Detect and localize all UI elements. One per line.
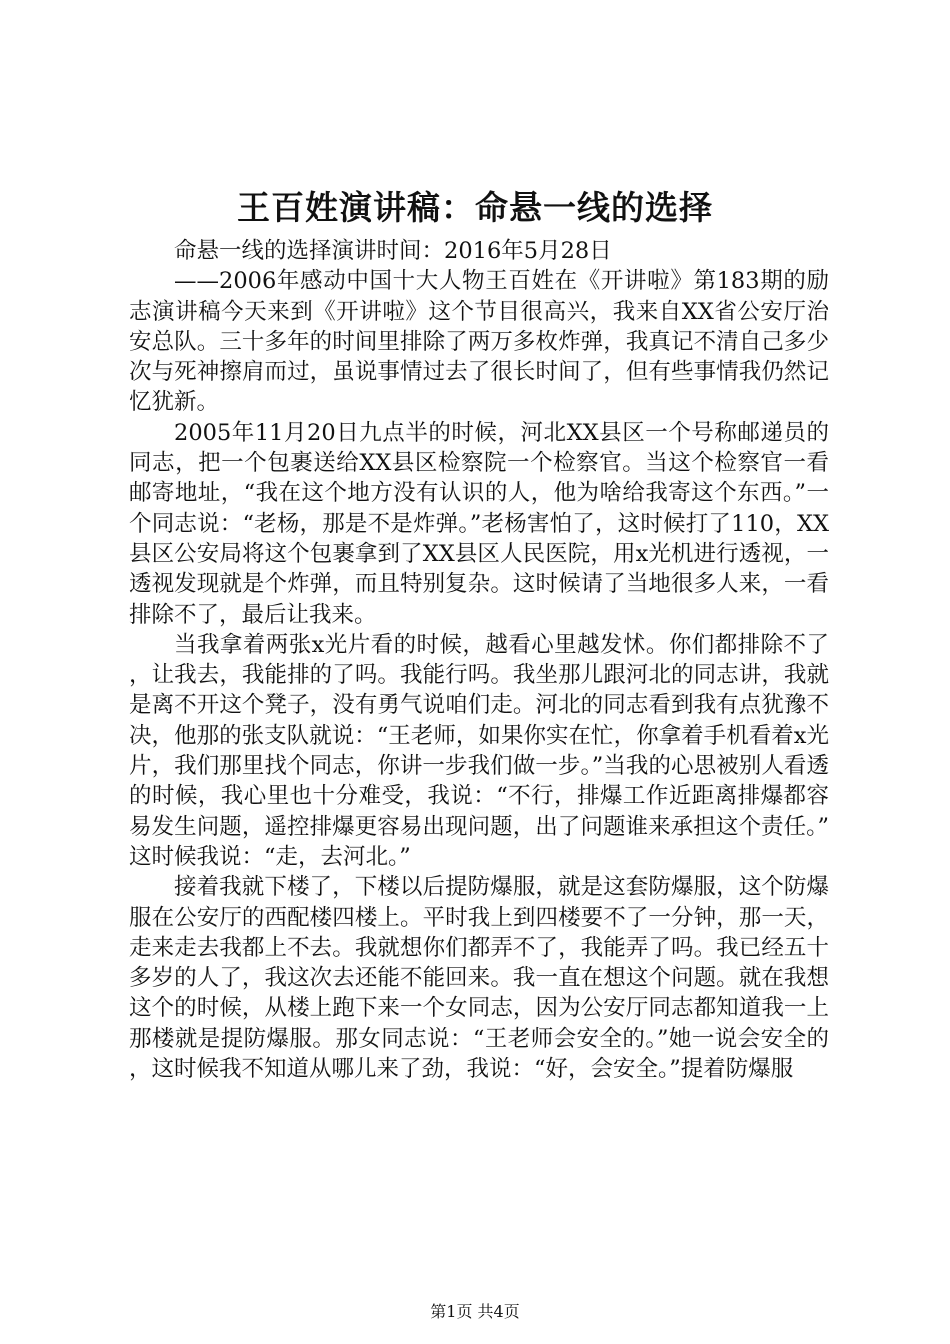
paragraph-hebei-incident: 2005年11月20日九点半的时候，河北XX县区一个号称邮递员的同志，把一个包裹送给XX县区检察院一个检察官。当这个检察官一看邮寄地址，“我在这个地方没有认识的人，他为啥给我寄这个东西。”一个同志说：“老杨，那是不是炸弹。”老杨害怕了，这时候打了110，XX县区公安局将这个包裹拿到了XX县区人民医院，用x光机进行透视，一透视发现就是个炸弹，而且特别复杂。这时候请了当地很多人来，一看排除不了，最后让我来。 [129, 419, 829, 628]
document-title: 王百姓演讲稿：命悬一线的选择 [237, 188, 713, 227]
paragraph-bomb-suit: 接着我就下楼了，下楼以后提防爆服，就是这套防爆服，这个防爆服在公安厅的西配楼四楼上。平时我上到四楼要不了一分钟，那一天，走来走去我都上不去。我就想你们都弄不了，我能弄了吗。我已经五十多岁的人了，我这次去还能不能回来。我一直在想这个问题。就在我想这个的时候，从楼上跑下来一个女同志，因为公安厅同志都知道我一上那楼就是提防爆服。那女同志说：“王老师会安全的。”她一说会安全的，这时候我不知道从哪儿来了劲，我说：“好，会安全。”提着防爆服 [129, 874, 829, 1083]
paragraph-intro: ——2006年感动中国十大人物王百姓在《开讲啦》第183期的励志演讲稿今天来到《开讲啦》这个节目很高兴，我来自XX省公安厅治安总队。三十多年的时间里排除了两万多枚炸弹，我真记不清自己多少次与死神擦肩而过，虽说事情过去了很长时间了，但有些事情我仍然记忆犹新。 [129, 268, 829, 416]
paragraph-xray-hesitation: 当我拿着两张x光片看的时候，越看心里越发怵。你们都排除不了，让我去，我能排的了吗。我能行吗。我坐那儿跟河北的同志讲，我就是离不开这个凳子，没有勇气说咱们走。河北的同志看到我有点犹豫不决，他那的张支队就说：“王老师，如果你实在忙，你拿着手机看着x光片，我们那里找个同志，你讲一步我们做一步。”当我的心思被别人看透的时候，我心里也十分难受，我说：“不行，排爆工作近距离排爆都容易发生问题，遥控排爆更容易出现问题，出了问题谁来承担这个责任。”这时候我说：“走，去河北。” [129, 631, 829, 870]
page-number-footer: 第1页 共4页 [430, 1302, 520, 1321]
paragraph-speech-time: 命悬一线的选择演讲时间：2016年5月28日 [174, 238, 612, 264]
document-body [129, 236, 829, 1084]
